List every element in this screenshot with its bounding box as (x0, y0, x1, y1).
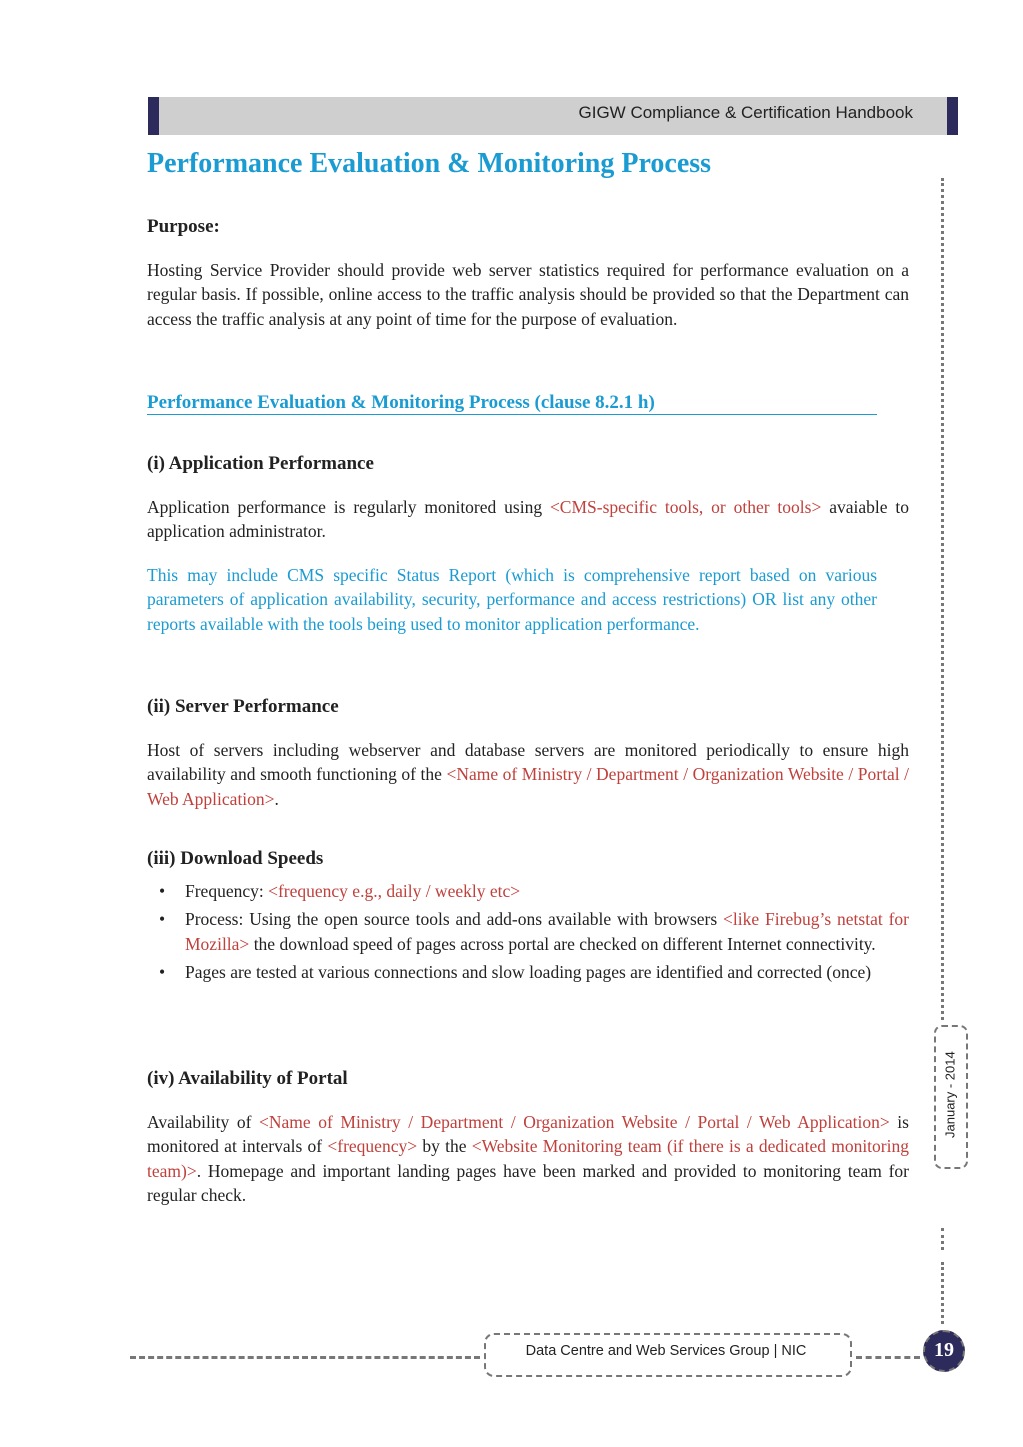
text-run: Process: Using the open source tools and add-ons available with browsers (185, 909, 724, 930)
section-heading: Performance Evaluation & Monitoring Process (clause 8.2.1 h) (147, 392, 877, 415)
text-run: Pages are tested at various connections and slow loading pages are identified and corrected (once) (185, 961, 872, 982)
download-speeds-list (147, 879, 909, 988)
text-run: the download speed of pages across portal are checked on different Internet connectivity. (249, 933, 876, 954)
page-number: 19 (934, 1339, 954, 1361)
list-item (147, 907, 909, 956)
placeholder-text: <Name of Ministry / Department / Organization Website / Portal / Web Application> (147, 764, 909, 809)
placeholder-text: <like Firebug’s netstat for Mozilla> (185, 909, 909, 954)
availability-paragraph (147, 1110, 909, 1207)
text-run: . Homepage and important landing pages have been marked and provided to monitoring team for regular check. (147, 1160, 909, 1205)
placeholder-text: <frequency> (327, 1136, 418, 1157)
placeholder-text: <CMS-specific tools, or other tools> (549, 497, 822, 517)
list-item (147, 879, 909, 903)
purpose-paragraph: Hosting Service Provider should provide web server statistics required for performance evaluation on a regular basis. If possible, online access to the traffic analysis should be provided so that the Department can access the traffic analysis at any point of time for the purpose of evaluation. (147, 260, 909, 329)
application-performance-heading: (i) Application Performance (147, 453, 374, 474)
application-performance-paragraph (147, 495, 909, 544)
text-run: Availability of (147, 1112, 260, 1132)
placeholder-text: <frequency e.g., daily / weekly etc> (268, 881, 521, 901)
text-run: . (274, 788, 279, 809)
availability-heading: (iv) Availability of Portal (147, 1068, 348, 1089)
bullet: • (159, 961, 166, 982)
placeholder-text: <Name of Ministry / Department / Organization Website / Portal / Web Application> (259, 1112, 890, 1132)
text-run: Frequency: (185, 881, 269, 901)
text-run: is monitored at intervals of (147, 1112, 909, 1157)
header-left-cap (148, 97, 159, 135)
bullet: • (159, 909, 166, 930)
placeholder-text: <Website Monitoring team (if there is a dedicated monitoring team)> (147, 1136, 909, 1181)
text-run: avaiable to application administrator. (147, 497, 909, 542)
bullet: • (159, 881, 166, 901)
download-speeds-heading: (iii) Download Speeds (147, 848, 324, 869)
server-performance-heading: (ii) Server Performance (147, 696, 339, 717)
header-right-cap (947, 97, 958, 135)
application-performance-note: This may include CMS specific Status Report (which is comprehensive report based on various parameters of application availability, security, performance and access restrictions) OR list any other reports available with the tools being used to monitor application performance. (147, 565, 877, 634)
list-item (147, 960, 909, 984)
margin-dotted-line (941, 1262, 948, 1324)
margin-dotted-line (941, 1228, 948, 1250)
margin-dotted-line (941, 178, 948, 1020)
text-run: Host of servers including webserver and database servers are monitored periodically to ensure high availability and smooth functioning of the (147, 740, 909, 785)
running-header-title: GIGW Compliance & Certification Handbook (578, 103, 913, 122)
footer-text: Data Centre and Web Services Group | NIC (525, 1343, 807, 1359)
side-date-label: January - 2014 (942, 1051, 958, 1139)
purpose-heading: Purpose: (147, 216, 220, 237)
footer-dashed-line (130, 1356, 480, 1359)
server-performance-paragraph (147, 738, 909, 811)
page-title: Performance Evaluation & Monitoring Process (147, 148, 712, 179)
text-run: by the (417, 1136, 472, 1157)
footer-dashed-line (856, 1356, 920, 1359)
text-run: Application performance is regularly monitored using (147, 497, 550, 517)
